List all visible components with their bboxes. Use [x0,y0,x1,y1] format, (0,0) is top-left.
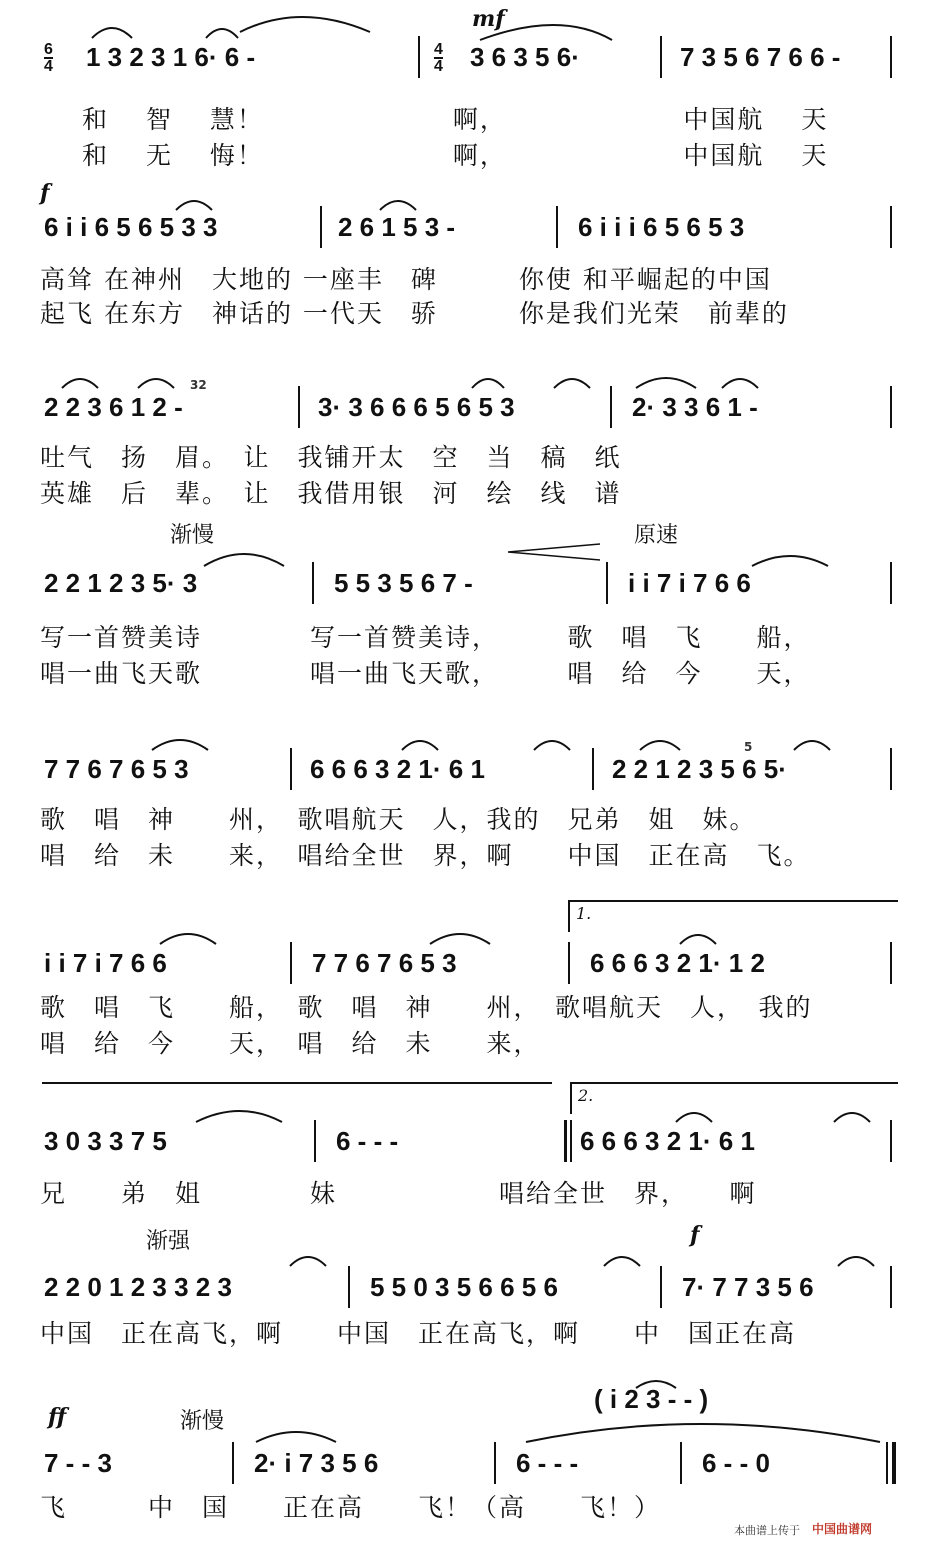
grace-note: 5 [744,740,753,754]
grace-note: 32 [190,378,207,392]
measure: 2 2 1 2 3 5· 3 [44,568,198,598]
tempo-mark: 原速 [634,523,679,548]
lyrics-verse-1: 写一首赞美诗 写一首赞美诗， 歌 唱 飞 船， [40,623,811,652]
lyrics-verse-1: 和 智 慧！ 啊， 中国航 天 [82,105,829,134]
lyrics-verse-1: 飞 中 国 正在高 飞！（高 飞！） [40,1493,662,1522]
measure: 7 7 6 7 6 5 3 [312,948,457,978]
final-barline [892,1442,896,1484]
lyrics-verse-2: 英雄 后 辈。 让 我借用银 河 绘 线 谱 [40,479,622,508]
slur-marks [0,180,926,240]
slur-marks [0,1222,926,1282]
barline [494,1442,496,1484]
measure: 6 - - - [336,1126,399,1156]
measure: 7 - - 3 [44,1448,112,1478]
measure: 2 2 3 6 1 2 - [44,392,183,422]
measure: 2 6 1 5 3 - [338,212,456,242]
measure: 2· 3 3 6 1 - [632,392,758,422]
slur-marks [0,0,926,60]
measure: 6 i i i 6 5 6 5 3 [578,212,745,242]
upload-note: 本曲谱上传于 [734,1524,800,1537]
measure: 6 - - - [516,1448,579,1478]
slur-marks [0,516,926,586]
tempo-mark: 渐慢 [180,1409,225,1434]
measure: 2· i 7 3 5 6 [254,1448,379,1478]
final-barline [886,1442,888,1484]
measure: 6 6 6 3 2 1· 1 2 [590,948,765,978]
lyrics-verse-2: 唱 给 今 天， 唱 给 未 来， [40,1029,541,1058]
measure: 5 5 0 3 5 6 6 5 6 [370,1272,558,1302]
measure: 5 5 3 5 6 7 - [334,568,473,598]
time-signature: 6 4 [44,41,53,75]
measure: 2 2 0 1 2 3 3 2 3 [44,1272,232,1302]
barline [680,1442,682,1484]
dynamic-mark: f [40,180,50,206]
volta-number: 2. [578,1086,594,1105]
slur-marks [0,1376,926,1446]
measure: 1 3 2 3 1 6· 6 - [86,42,256,72]
barline [232,1442,234,1484]
measure: 6 i i 6 5 6 5 3 3 [44,212,218,242]
measure: 6 6 6 3 2 1· 6 1 [310,754,485,784]
bracket-notes: ( i 2 3 - - ) [594,1384,709,1414]
dynamic-mark: f [690,1222,700,1248]
tempo-mark: 渐慢 [170,523,215,548]
slur-marks [0,720,926,780]
lyrics-verse-2: 唱 给 未 来， 唱给全世 界，啊 中国 正在高 飞。 [40,841,811,870]
measure: 3 6 3 5 6· [470,42,580,72]
dynamic-mark: ff [48,1404,67,1430]
site-logo: 中国曲谱网 [812,1522,873,1536]
dynamic-mark: mf [472,6,505,32]
volta-number: 1. [576,904,592,923]
measure: 3· 3 6 6 6 5 6 5 3 [318,392,515,422]
lyrics-verse-1: 高耸 在神州 大地的 一座丰 碑 你使 和平崛起的中国 [40,265,772,294]
lyrics-verse-2: 起飞 在东方 神话的 一代天 骄 你是我们光荣 前辈的 [40,299,789,328]
measure: 7 3 5 6 7 6 6 - [680,42,841,72]
slur-marks [0,1082,926,1142]
lyrics-verse-2: 唱一曲飞天歌 唱一曲飞天歌， 唱 给 今 天， [40,659,811,688]
lyrics-verse-2: 和 无 悔！ 啊， 中国航 天 [82,141,829,170]
measure: 2 2 1 2 3 5 6 5· [612,754,787,784]
time-signature: 4 4 [434,41,443,75]
measure: 7· 7 7 3 5 6 [682,1272,814,1302]
measure: 6 6 6 3 2 1· 6 1 [580,1126,755,1156]
measure: 3 0 3 3 7 5 [44,1126,167,1156]
lyrics-verse-1: 吐气 扬 眉。 让 我铺开太 空 当 稿 纸 [40,443,622,472]
measure: 6 - - 0 [702,1448,770,1478]
lyrics-verse-1: 歌 唱 飞 船， 歌 唱 神 州， 歌唱航天 人， 我的 [40,993,813,1022]
tempo-mark: 渐强 [146,1229,191,1254]
lyrics-verse-1: 歌 唱 神 州， 歌唱航天 人，我的 兄弟 姐 妹。 [40,805,757,834]
lyrics-verse-1: 兄 弟 姐 妹 唱给全世 界， 啊 [40,1179,757,1208]
lyrics-verse-1: 中国 正在高飞，啊 中国 正在高飞，啊 中 国正在高 [40,1319,797,1348]
slur-marks [0,900,926,970]
measure: 7 7 6 7 6 5 3 [44,754,189,784]
measure: i i 7 i 7 6 6 [628,568,751,598]
slur-marks [0,356,926,416]
measure: i i 7 i 7 6 6 [44,948,167,978]
